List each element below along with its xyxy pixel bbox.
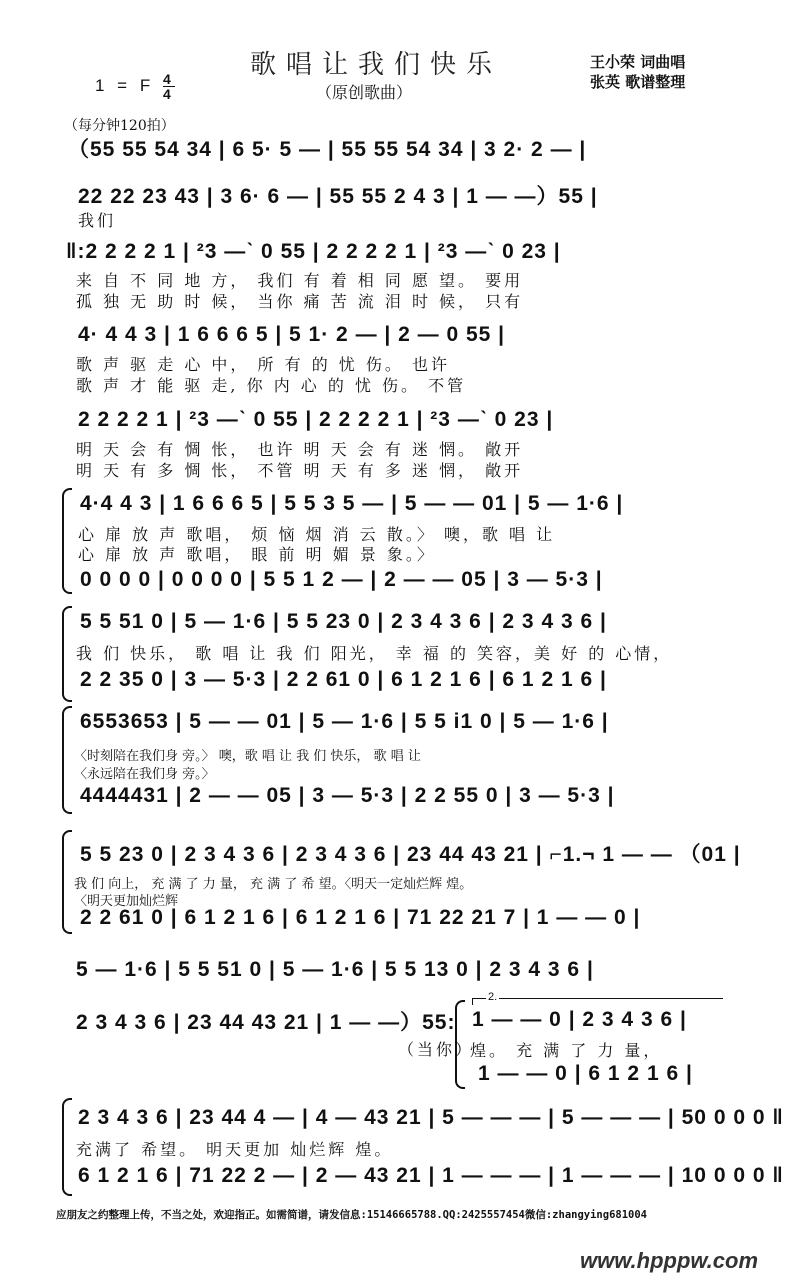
lyric-row-4-verse-1: 歌 声 驱 走 心 中， 所 有 的 忧 伤。 也许	[76, 355, 450, 374]
score-row-3: ‖:2 2 2 2 1 | ²3 —ˋ 0 55 | 2 2 2 2 1 | ²3 —ˋ 0 23 |	[66, 240, 561, 263]
system-1-lower: 0 0 0 0 | 0 0 0 0 | 5 5 1 2 — | 2 — — 05 | 3 — 5·3 |	[80, 568, 603, 591]
volta-lyric: 煌。 充 满 了 力 量，	[470, 1041, 663, 1060]
system-brace	[62, 606, 72, 702]
time-sig-bottom: 4	[162, 86, 175, 102]
volta-brace	[455, 1000, 465, 1089]
lyric-row-4-verse-2: 歌 声 才 能 驱 走, 你 内 心 的 忧 伤。 不管	[76, 376, 467, 395]
volta-upper: 1 — — 0 | 2 3 4 3 6 |	[472, 1008, 687, 1031]
lyric-row-7: （当你）	[398, 1040, 475, 1059]
score-row-1: （55 55 54 34 | 6 5· 5 — | 55 55 54 34 | 3 2· 2 — |	[68, 138, 587, 161]
lyric-row-3-verse-1: 来 自 不 同 地 方， 我们 有 着 相 同 愿 望。 要用	[76, 271, 524, 290]
system-4-upper: 5 5 23 0 | 2 3 4 3 6 | 2 3 4 3 6 | 23 44 43 21 | ⌐1.¬ 1 — — （01 |	[80, 843, 741, 866]
key-label: 1 = F	[95, 75, 155, 95]
system-brace	[62, 488, 72, 594]
system-3-lyric-1: 〈时刻陪在我们身 旁。〉 噢，歌 唱 让 我 们 快乐， 歌 唱 让	[74, 749, 421, 764]
song-subtitle: （原创歌曲）	[316, 83, 413, 102]
system-1-lyric-1: 心 扉 放 声 歌唱， 烦 恼 烟 消 云 散。〉 噢，歌 唱 让	[78, 525, 556, 544]
volta-label: 2.	[488, 991, 498, 1003]
system-4-lyric-2: 〈明天更加灿烂辉	[74, 894, 179, 909]
final-upper: 2 3 4 3 6 | 23 44 4 — | 4 — 43 21 | 5 — — — | 5 — — — | 50 0 0 0 ‖	[78, 1106, 784, 1129]
credits	[590, 52, 685, 92]
system-1-upper: 4·4 4 3 | 1 6 6 6 5 | 5 5 3 5 — | 5 — — 01 | 5 — 1·6 |	[80, 492, 624, 515]
tempo-marking: （每分钟120拍）	[64, 118, 175, 134]
system-3-lower: 4444431 | 2 — — 05 | 3 — 5·3 | 2 2 55 0 | 3 — 5·3 |	[80, 784, 615, 807]
volta-lower: 1 — — 0 | 6 1 2 1 6 |	[478, 1062, 693, 1085]
song-title: 歌唱让我们快乐	[250, 50, 503, 80]
system-brace	[62, 1098, 72, 1196]
system-2-upper: 5 5 51 0 | 5 — 1·6 | 5 5 23 0 | 2 3 4 3 6 | 2 3 4 3 6 |	[80, 610, 607, 633]
lyric-row-2: 我们	[78, 211, 117, 230]
score-row-6: 5 — 1·6 | 5 5 51 0 | 5 — 1·6 | 5 5 13 0 | 2 3 4 3 6 |	[76, 958, 594, 981]
score-row-5: 2 2 2 2 1 | ²3 —ˋ 0 55 | 2 2 2 2 1 | ²3 —ˋ 0 23 |	[78, 408, 554, 431]
system-4-lower: 2 2 61 0 | 6 1 2 1 6 | 6 1 2 1 6 | 71 22 21 7 | 1 — — 0 |	[80, 906, 641, 929]
score-row-2: 22 22 23 43 | 3 6· 6 — | 55 55 2 4 3 | 1 — —）55 |	[78, 185, 598, 208]
lyric-row-5-verse-1: 明 天 会 有 惆 怅， 也许 明 天 会 有 迷 惘。 敞开	[76, 440, 524, 459]
key-signature	[95, 72, 175, 101]
final-lyric: 充满了 希望。 明天更加 灿烂辉 煌。	[76, 1140, 394, 1159]
system-4-lyric-1: 我 们 向上， 充 满 了 力 量， 充 满 了 希 望。〈明天一定灿烂辉 煌。	[74, 877, 473, 892]
time-signature	[163, 72, 175, 101]
score-row-7: 2 3 4 3 6 | 23 44 43 21 | 1 — —）55:	[76, 1011, 456, 1034]
system-2-lower: 2 2 35 0 | 3 — 5·3 | 2 2 61 0 | 6 1 2 1 6 | 6 1 2 1 6 |	[80, 668, 607, 691]
time-sig-top: 4	[162, 71, 175, 87]
lyric-row-5-verse-2: 明 天 有 多 惆 怅， 不管 明 天 有 多 迷 惘， 敞开	[76, 461, 524, 480]
footer-note: 应朋友之约整理上传，不当之处，欢迎指正。如需简谱，请发信息:15146665788.QQ:2425557454微信:zhangying681004	[56, 1209, 648, 1221]
credit-composer: 王小荣 词曲唱	[590, 53, 686, 71]
system-brace	[62, 830, 72, 934]
system-2-lyric: 我 们 快乐， 歌 唱 让 我 们 阳光， 幸 福 的 笑容，美 好 的 心情，	[76, 644, 673, 663]
final-lower: 6 1 2 1 6 | 71 22 2 — | 2 — 43 21 | 1 — — — | 1 — — — | 10 0 0 0 ‖	[78, 1164, 784, 1187]
system-3-lyric-2: 〈永远陪在我们身 旁。〉	[74, 767, 215, 782]
score-row-4: 4· 4 4 3 | 1 6 6 6 5 | 5 1· 2 — | 2 — 0 55 |	[78, 323, 506, 346]
system-3-upper: 6553653 | 5 — — 01 | 5 — 1·6 | 5 5 i1 0 | 5 — 1·6 |	[80, 710, 609, 733]
volta-bracket	[472, 998, 723, 1005]
system-1-lyric-2: 心 扉 放 声 歌唱， 眼 前 明 媚 景 象。〉	[78, 545, 436, 564]
system-brace	[62, 706, 72, 814]
watermark: www.hpppw.com	[580, 1248, 759, 1273]
credit-arranger: 张英 歌谱整理	[590, 73, 686, 91]
lyric-row-3-verse-2: 孤 独 无 助 时 候， 当你 痛 苦 流 泪 时 候， 只有	[76, 292, 524, 311]
